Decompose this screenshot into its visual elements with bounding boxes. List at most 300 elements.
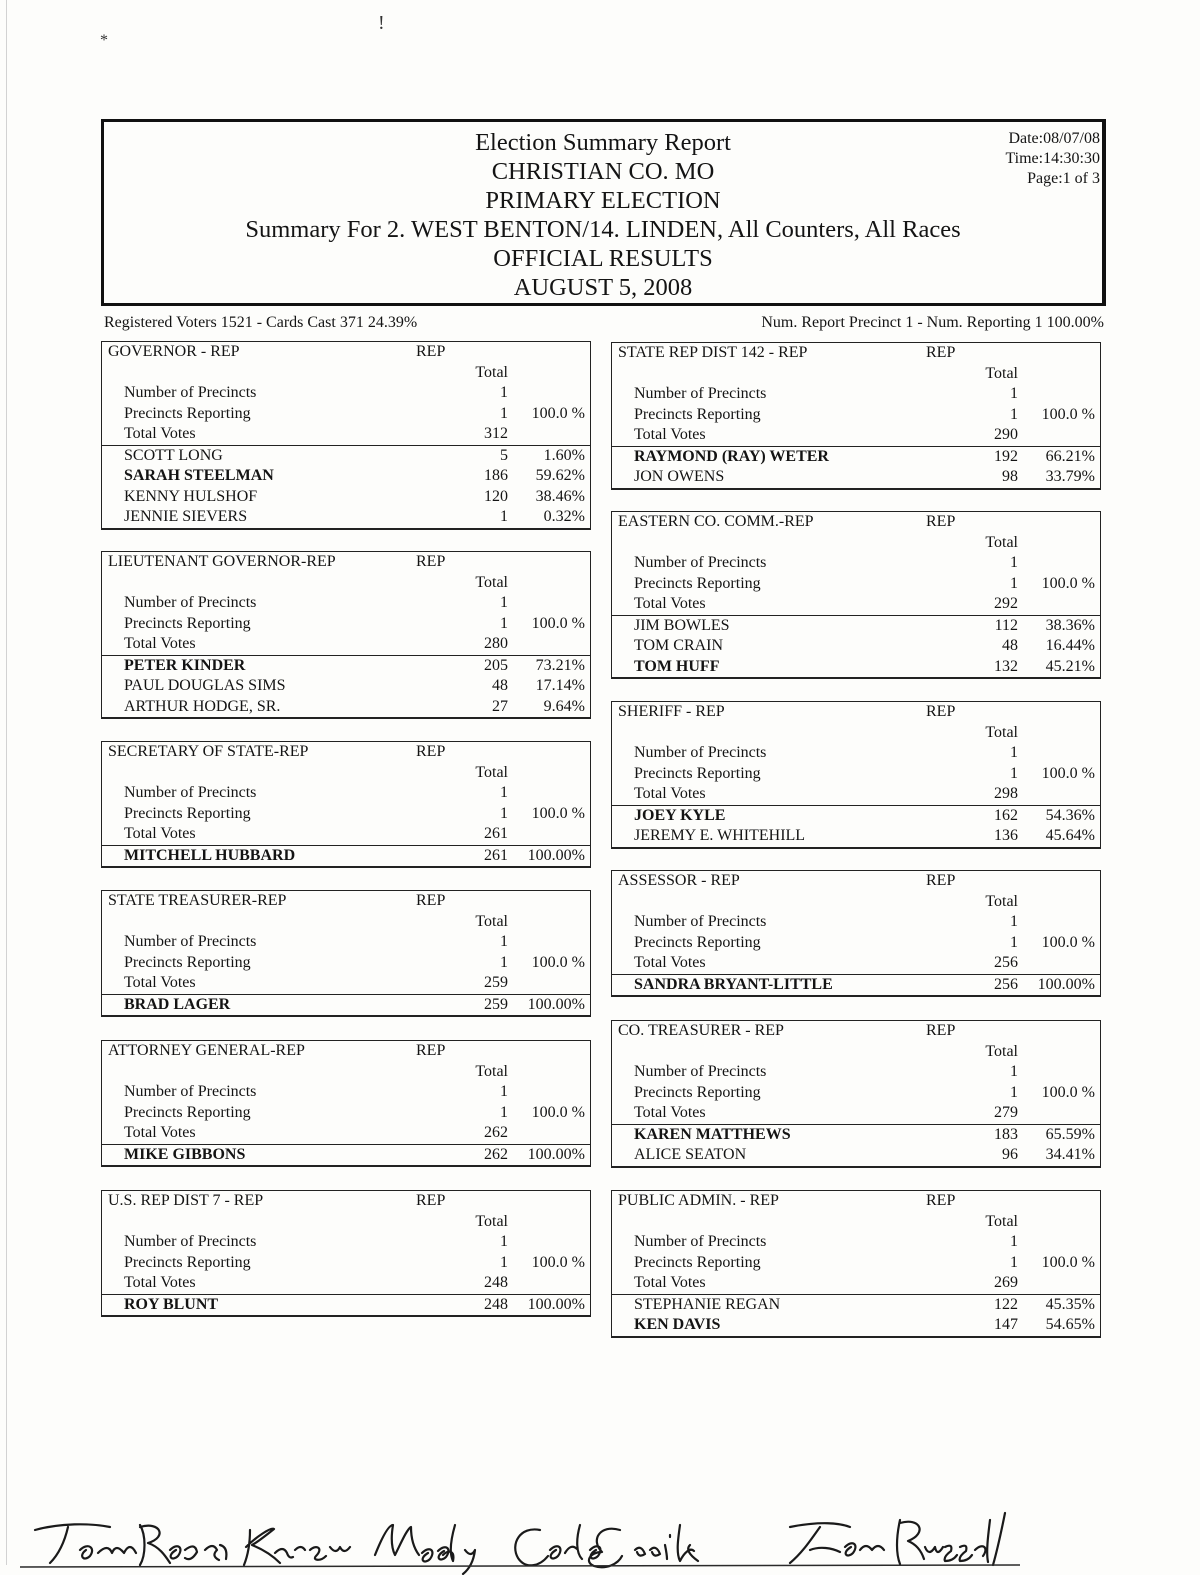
precincts-reporting-percent: 100.0 % xyxy=(531,404,585,422)
candidate-name: JOEY KYLE xyxy=(634,806,726,824)
number-of-precincts-value: 1 xyxy=(500,594,508,611)
race-row xyxy=(612,1103,1100,1124)
race-title: GOVERNOR - REP xyxy=(108,343,240,360)
race-title: SECRETARY OF STATE-REP xyxy=(108,743,309,760)
candidate-votes: 48 xyxy=(1002,637,1018,654)
stray-mark: * xyxy=(100,32,108,49)
race-title: SHERIFF - REP xyxy=(618,703,725,720)
race-row xyxy=(612,953,1100,974)
race-row xyxy=(612,1232,1100,1253)
race-title: STATE TREASURER-REP xyxy=(108,892,287,909)
race-row xyxy=(612,1191,1100,1212)
candidate-name: TOM HUFF xyxy=(634,657,720,675)
race-row xyxy=(102,573,590,594)
candidate-name: KENNY HULSHOF xyxy=(124,487,258,505)
number-of-precincts-value: 1 xyxy=(500,784,508,801)
number-of-precincts-label: Number of Precincts xyxy=(124,1083,257,1100)
total-column-header: Total xyxy=(475,363,508,381)
candidate-percent: 34.41% xyxy=(1045,1146,1095,1163)
race-row xyxy=(612,912,1100,933)
total-votes-label: Total Votes xyxy=(124,1274,196,1291)
precincts-reporting-label: Precincts Reporting xyxy=(124,404,251,422)
candidate-percent: 45.64% xyxy=(1045,827,1095,844)
candidate-row xyxy=(102,697,590,718)
candidate-votes: 136 xyxy=(994,827,1018,844)
race-row xyxy=(102,1062,590,1083)
candidate-name: SCOTT LONG xyxy=(124,446,223,464)
candidate-row xyxy=(102,445,590,467)
candidate-votes: 1 xyxy=(500,508,508,525)
precincts-reporting-percent: 100.0 % xyxy=(531,804,585,822)
candidate-votes: 132 xyxy=(994,657,1018,675)
number-of-precincts-value: 1 xyxy=(500,1233,508,1250)
race-title: EASTERN CO. COMM.-REP xyxy=(618,513,814,530)
signature-5 xyxy=(790,1513,1005,1565)
candidate-name: SARAH STEELMAN xyxy=(124,467,274,484)
race-row xyxy=(102,783,590,804)
race-row xyxy=(102,763,590,784)
candidate-name: MIKE GIBBONS xyxy=(124,1145,246,1163)
race-party: REP xyxy=(416,343,446,360)
candidate-row xyxy=(612,805,1100,827)
total-column-header: Total xyxy=(985,1212,1018,1230)
race-row xyxy=(102,1041,590,1062)
candidate-percent: 100.00% xyxy=(527,846,585,864)
race-row xyxy=(612,1042,1100,1063)
signature-1 xyxy=(35,1524,226,1565)
race-row xyxy=(102,552,590,573)
candidate-name: JENNIE SIEVERS xyxy=(124,508,248,525)
race-row xyxy=(612,764,1100,785)
race-box xyxy=(101,341,591,530)
total-votes-value: 248 xyxy=(484,1274,508,1291)
race-title: LIEUTENANT GOVERNOR-REP xyxy=(108,553,336,570)
candidate-name: STEPHANIE REGAN xyxy=(634,1295,781,1313)
race-box xyxy=(101,890,591,1017)
race-row xyxy=(102,634,590,655)
precincts-reporting-label: Precincts Reporting xyxy=(124,953,251,971)
precincts-reporting-label: Precincts Reporting xyxy=(634,1253,761,1271)
total-votes-value: 261 xyxy=(484,825,508,842)
race-row xyxy=(102,932,590,953)
total-column-header: Total xyxy=(985,892,1018,910)
race-party: REP xyxy=(926,1022,956,1039)
number-of-precincts-label: Number of Precincts xyxy=(124,594,257,611)
precincts-reporting-value: 1 xyxy=(1010,933,1018,951)
candidate-votes: 112 xyxy=(994,616,1018,634)
race-title: ATTORNEY GENERAL-REP xyxy=(108,1042,305,1059)
scan-edge xyxy=(6,0,7,1565)
race-row xyxy=(612,784,1100,805)
candidate-row xyxy=(612,657,1100,678)
race-row xyxy=(612,871,1100,892)
precincts-reporting-label: Precincts Reporting xyxy=(124,1253,251,1271)
candidate-name: PETER KINDER xyxy=(124,656,246,674)
signature-4 xyxy=(515,1525,698,1567)
race-box xyxy=(101,1040,591,1167)
race-row xyxy=(102,973,590,994)
page-number: Page:1 of 3 xyxy=(1027,170,1100,187)
candidate-name: ALICE SEATON xyxy=(634,1146,747,1163)
race-row xyxy=(612,574,1100,595)
number-of-precincts-label: Number of Precincts xyxy=(634,554,767,571)
total-column-header: Total xyxy=(475,763,508,781)
candidate-votes: 262 xyxy=(484,1145,508,1163)
race-row xyxy=(102,824,590,845)
race-row xyxy=(612,405,1100,426)
candidate-percent: 100.00% xyxy=(527,995,585,1013)
candidate-percent: 59.62% xyxy=(535,467,585,484)
race-row xyxy=(102,1103,590,1124)
candidate-percent: 100.00% xyxy=(527,1295,585,1313)
race-row xyxy=(612,933,1100,954)
precincts-reporting-value: 1 xyxy=(500,804,508,822)
race-row xyxy=(612,533,1100,554)
race-row xyxy=(102,953,590,974)
precincts-reporting-percent: 100.0 % xyxy=(531,614,585,632)
race-row xyxy=(612,1062,1100,1083)
race-row xyxy=(612,343,1100,364)
precincts-reporting-percent: 100.0 % xyxy=(1041,574,1095,592)
precincts-reporting-label: Precincts Reporting xyxy=(634,933,761,951)
candidate-row xyxy=(612,826,1100,847)
results-status: OFFICIAL RESULTS xyxy=(493,245,713,272)
summary-scope: Summary For 2. WEST BENTON/14. LINDEN, All Counters, All Races xyxy=(245,216,961,243)
candidate-row xyxy=(102,845,590,867)
precincts-reporting-label: Precincts Reporting xyxy=(634,405,761,423)
race-title: STATE REP DIST 142 - REP xyxy=(618,344,808,361)
race-row xyxy=(612,594,1100,615)
race-box xyxy=(611,342,1101,490)
candidate-row xyxy=(612,636,1100,657)
candidate-row xyxy=(102,1294,590,1316)
candidate-row xyxy=(102,676,590,697)
precincts-reporting-label: Precincts Reporting xyxy=(124,804,251,822)
candidate-row xyxy=(102,466,590,487)
election-date: AUGUST 5, 2008 xyxy=(513,274,693,301)
candidate-percent: 45.21% xyxy=(1045,657,1095,675)
race-row xyxy=(102,1123,590,1144)
total-votes-label: Total Votes xyxy=(124,974,196,991)
total-votes-value: 292 xyxy=(994,595,1018,612)
precincts-reporting-value: 1 xyxy=(1010,574,1018,592)
race-party: REP xyxy=(926,703,956,720)
candidate-percent: 54.65% xyxy=(1045,1316,1095,1333)
candidate-row xyxy=(612,974,1100,996)
number-of-precincts-value: 1 xyxy=(1010,913,1018,930)
precincts-reporting-value: 1 xyxy=(1010,1083,1018,1101)
candidate-percent: 73.21% xyxy=(535,656,585,674)
candidate-votes: 98 xyxy=(1002,468,1018,485)
total-votes-label: Total Votes xyxy=(634,426,706,443)
precincts-reporting-value: 1 xyxy=(500,953,508,971)
candidate-votes: 96 xyxy=(1002,1146,1018,1163)
race-box xyxy=(101,551,591,719)
race-row xyxy=(612,364,1100,385)
total-column-header: Total xyxy=(985,533,1018,551)
race-row xyxy=(612,743,1100,764)
precincts-reporting-label: Precincts Reporting xyxy=(634,1083,761,1101)
precincts-reporting-value: 1 xyxy=(1010,405,1018,423)
candidate-row xyxy=(612,467,1100,488)
candidate-row xyxy=(102,1144,590,1166)
precincts-reporting-percent: 100.0 % xyxy=(1041,1083,1095,1101)
total-column-header: Total xyxy=(985,364,1018,382)
race-box xyxy=(611,1190,1101,1338)
candidate-name: ARTHUR HODGE, SR. xyxy=(124,697,281,715)
precincts-reporting-percent: 100.0 % xyxy=(531,1103,585,1121)
race-title: ASSESSOR - REP xyxy=(618,872,740,889)
candidate-name: SANDRA BRYANT-LITTLE xyxy=(634,975,833,993)
precincts-reporting-label: Precincts Reporting xyxy=(124,1103,251,1121)
candidate-row xyxy=(612,1124,1100,1146)
number-of-precincts-value: 1 xyxy=(1010,1233,1018,1250)
number-of-precincts-label: Number of Precincts xyxy=(124,933,257,950)
race-row xyxy=(612,1083,1100,1104)
candidate-row xyxy=(102,655,590,677)
candidate-row xyxy=(102,994,590,1016)
candidate-votes: 259 xyxy=(484,995,508,1013)
candidate-name: JON OWENS xyxy=(634,468,725,485)
total-column-header: Total xyxy=(475,912,508,930)
candidate-percent: 54.36% xyxy=(1045,806,1095,824)
candidate-votes: 248 xyxy=(484,1295,508,1313)
candidate-percent: 100.00% xyxy=(1037,975,1095,993)
race-row xyxy=(102,1191,590,1212)
number-of-precincts-label: Number of Precincts xyxy=(634,1233,767,1250)
race-row xyxy=(102,1212,590,1233)
race-row xyxy=(612,1021,1100,1042)
race-row xyxy=(102,614,590,635)
race-box xyxy=(611,701,1101,849)
candidate-votes: 120 xyxy=(484,487,508,505)
race-row xyxy=(102,1082,590,1103)
total-votes-value: 298 xyxy=(994,785,1018,802)
race-row xyxy=(612,553,1100,574)
race-row xyxy=(102,1232,590,1253)
total-votes-value: 269 xyxy=(994,1274,1018,1291)
candidate-votes: 48 xyxy=(492,677,508,694)
candidate-row xyxy=(612,1315,1100,1336)
stray-mark: ! xyxy=(378,12,385,34)
total-votes-label: Total Votes xyxy=(124,825,196,842)
candidate-percent: 16.44% xyxy=(1045,637,1095,654)
report-meta xyxy=(1005,129,1100,189)
race-row xyxy=(102,912,590,933)
total-votes-label: Total Votes xyxy=(124,1124,196,1141)
candidate-percent: 65.59% xyxy=(1045,1125,1095,1143)
total-votes-label: Total Votes xyxy=(634,1274,706,1291)
candidate-row xyxy=(612,1294,1100,1316)
race-row xyxy=(612,892,1100,913)
race-party: REP xyxy=(926,344,956,361)
candidate-percent: 17.14% xyxy=(535,677,585,694)
candidate-name: TOM CRAIN xyxy=(634,637,724,654)
candidate-row xyxy=(102,507,590,528)
race-party: REP xyxy=(926,872,956,889)
race-row xyxy=(102,404,590,425)
registered-voters-summary: Registered Voters 1521 - Cards Cast 371 24.39% xyxy=(104,314,418,331)
total-votes-value: 256 xyxy=(994,954,1018,971)
candidate-name: ROY BLUNT xyxy=(124,1295,219,1313)
race-box xyxy=(101,1190,591,1317)
total-votes-value: 312 xyxy=(484,425,508,442)
candidate-percent: 38.36% xyxy=(1045,616,1095,634)
race-row xyxy=(102,342,590,363)
race-box xyxy=(611,511,1101,679)
number-of-precincts-value: 1 xyxy=(1010,1063,1018,1080)
race-title: U.S. REP DIST 7 - REP xyxy=(108,1192,264,1209)
race-row xyxy=(612,1253,1100,1274)
precincts-reporting-value: 1 xyxy=(500,1253,508,1271)
precincts-reporting-percent: 100.0 % xyxy=(531,1253,585,1271)
total-votes-label: Total Votes xyxy=(634,595,706,612)
precincts-reporting-percent: 100.0 % xyxy=(1041,764,1095,782)
race-row xyxy=(102,891,590,912)
candidate-row xyxy=(612,446,1100,468)
precincts-reporting-value: 1 xyxy=(500,1103,508,1121)
number-of-precincts-label: Number of Precincts xyxy=(634,1063,767,1080)
signature-2 xyxy=(244,1529,350,1565)
county-name: CHRISTIAN CO. MO xyxy=(491,158,715,185)
candidate-percent: 45.35% xyxy=(1045,1295,1095,1313)
report-title: Election Summary Report xyxy=(475,129,731,156)
total-column-header: Total xyxy=(475,573,508,591)
precincts-reporting-value: 1 xyxy=(1010,764,1018,782)
total-votes-value: 259 xyxy=(484,974,508,991)
candidate-votes: 256 xyxy=(994,975,1018,993)
precincts-reporting-percent: 100.0 % xyxy=(1041,1253,1095,1271)
candidate-name: MITCHELL HUBBARD xyxy=(124,846,296,864)
report-time: Time:14:30:30 xyxy=(1005,150,1100,167)
candidate-percent: 1.60% xyxy=(543,446,585,464)
total-votes-label: Total Votes xyxy=(634,954,706,971)
candidate-row xyxy=(612,1145,1100,1166)
candidate-votes: 183 xyxy=(994,1125,1018,1143)
precincts-reporting-percent: 100.0 % xyxy=(1041,933,1095,951)
race-party: REP xyxy=(416,1192,446,1209)
candidate-votes: 205 xyxy=(484,656,508,674)
race-party: REP xyxy=(926,1192,956,1209)
candidate-percent: 100.00% xyxy=(527,1145,585,1163)
total-votes-value: 279 xyxy=(994,1104,1018,1121)
total-votes-value: 290 xyxy=(994,426,1018,443)
candidate-votes: 147 xyxy=(994,1316,1018,1333)
number-of-precincts-label: Number of Precincts xyxy=(634,913,767,930)
race-row xyxy=(612,702,1100,723)
precincts-reporting-label: Precincts Reporting xyxy=(124,614,251,632)
race-title: CO. TREASURER - REP xyxy=(618,1022,784,1039)
candidate-percent: 38.46% xyxy=(535,487,585,505)
race-box xyxy=(611,1020,1101,1168)
candidate-votes: 162 xyxy=(994,806,1018,824)
number-of-precincts-value: 1 xyxy=(500,1083,508,1100)
precincts-reporting-percent: 100.0 % xyxy=(1041,405,1095,423)
total-votes-label: Total Votes xyxy=(124,425,196,442)
race-row xyxy=(612,384,1100,405)
total-column-header: Total xyxy=(985,723,1018,741)
precincts-reporting-percent: 100.0 % xyxy=(531,953,585,971)
number-of-precincts-label: Number of Precincts xyxy=(124,384,257,401)
race-party: REP xyxy=(416,743,446,760)
candidate-percent: 9.64% xyxy=(543,697,585,715)
race-box xyxy=(611,870,1101,997)
candidate-name: RAYMOND (RAY) WETER xyxy=(634,447,829,465)
number-of-precincts-value: 1 xyxy=(1010,744,1018,761)
candidate-name: BRAD LAGER xyxy=(124,995,231,1013)
total-votes-label: Total Votes xyxy=(634,785,706,802)
race-row xyxy=(102,1273,590,1294)
race-row xyxy=(612,723,1100,744)
number-of-precincts-value: 1 xyxy=(1010,385,1018,402)
precincts-reporting-value: 1 xyxy=(1010,1253,1018,1271)
race-party: REP xyxy=(416,892,446,909)
total-votes-label: Total Votes xyxy=(634,1104,706,1121)
total-votes-label: Total Votes xyxy=(124,635,196,652)
precinct-reporting-summary: Num. Report Precinct 1 - Num. Reporting 1 100.00% xyxy=(761,314,1104,331)
candidate-votes: 122 xyxy=(994,1295,1018,1313)
report-header xyxy=(101,119,1106,306)
candidate-percent: 66.21% xyxy=(1045,447,1095,465)
race-row xyxy=(102,363,590,384)
number-of-precincts-value: 1 xyxy=(500,384,508,401)
race-row xyxy=(102,804,590,825)
candidate-name: KAREN MATTHEWS xyxy=(634,1125,791,1143)
race-row xyxy=(102,1253,590,1274)
number-of-precincts-label: Number of Precincts xyxy=(634,385,767,402)
candidate-votes: 261 xyxy=(484,846,508,864)
race-party: REP xyxy=(416,1042,446,1059)
precincts-reporting-value: 1 xyxy=(500,404,508,422)
race-row xyxy=(612,512,1100,533)
candidate-votes: 27 xyxy=(492,697,508,715)
report-date: Date:08/07/08 xyxy=(1008,130,1100,147)
number-of-precincts-value: 1 xyxy=(500,933,508,950)
candidate-votes: 192 xyxy=(994,447,1018,465)
race-row xyxy=(102,593,590,614)
candidate-row xyxy=(102,487,590,508)
race-row xyxy=(102,424,590,445)
candidate-votes: 186 xyxy=(484,467,508,484)
precincts-reporting-label: Precincts Reporting xyxy=(634,764,761,782)
election-type: PRIMARY ELECTION xyxy=(485,187,721,214)
total-column-header: Total xyxy=(475,1062,508,1080)
race-party: REP xyxy=(926,513,956,530)
total-column-header: Total xyxy=(985,1042,1018,1060)
candidate-name: KEN DAVIS xyxy=(634,1316,721,1333)
candidate-name: PAUL DOUGLAS SIMS xyxy=(124,677,286,694)
race-row xyxy=(102,383,590,404)
race-box xyxy=(101,741,591,868)
race-party: REP xyxy=(416,553,446,570)
candidate-votes: 5 xyxy=(500,446,508,464)
total-column-header: Total xyxy=(475,1212,508,1230)
number-of-precincts-value: 1 xyxy=(1010,554,1018,571)
candidate-percent: 0.32% xyxy=(543,508,585,525)
race-row xyxy=(102,742,590,763)
precincts-reporting-value: 1 xyxy=(500,614,508,632)
number-of-precincts-label: Number of Precincts xyxy=(634,744,767,761)
precincts-reporting-label: Precincts Reporting xyxy=(634,574,761,592)
race-row xyxy=(612,425,1100,446)
candidate-name: JIM BOWLES xyxy=(634,616,730,634)
candidate-name: JEREMY E. WHITEHILL xyxy=(634,827,806,844)
report-title-block xyxy=(104,128,1102,302)
candidate-row xyxy=(612,615,1100,637)
race-row xyxy=(612,1273,1100,1294)
number-of-precincts-label: Number of Precincts xyxy=(124,1233,257,1250)
number-of-precincts-label: Number of Precincts xyxy=(124,784,257,801)
